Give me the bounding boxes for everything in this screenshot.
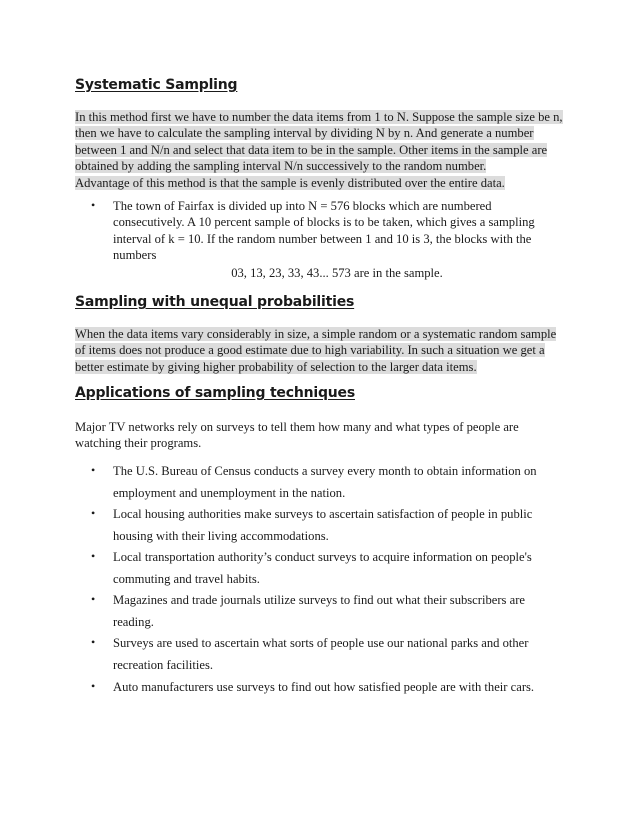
bullet-marker: • [91, 198, 96, 212]
bullet-marker: • [91, 679, 96, 693]
sample-result [0, 266, 638, 281]
heading-unequal-probabilities: Sampling with unequal probabilities [75, 294, 355, 310]
intro-line: Major TV networks rely on surveys to tell them how many and what types of people are [75, 420, 519, 434]
item-line: housing with their living accommodations. [113, 529, 329, 543]
description-line: then we have to calculate the sampling interval by dividing N by n. And generate a number [75, 126, 534, 141]
bullet-marker: • [91, 549, 96, 563]
example-line: interval of k = 10. If the random number between 1 and 10 is 3, the blocks with the [113, 231, 532, 246]
bullet-marker: • [91, 592, 96, 606]
systematic-sampling-description [75, 109, 565, 191]
item-line: recreation facilities. [113, 658, 213, 672]
application-item-text [113, 676, 558, 698]
application-item-text [113, 503, 558, 547]
example-line: numbers [113, 248, 157, 263]
bullet-marker: • [91, 463, 96, 477]
heading-applications: Applications of sampling techniques [75, 385, 355, 401]
item-line: employment and unemployment in the nation. [113, 486, 346, 500]
item-line: Surveys are used to ascertain what sorts of people use our national parks and other [113, 636, 529, 650]
example-line: consecutively. A 10 percent sample of blocks is to be taken, which gives a sampling [113, 215, 535, 230]
fairfax-example-text [113, 198, 558, 264]
description-line: better estimate by giving higher probability of selection to the larger data items. [75, 359, 477, 374]
application-item-text [113, 632, 558, 676]
heading-systematic-sampling: Systematic Sampling [75, 77, 238, 93]
description-line: obtained by adding the sampling interval N/n successively to the random number. [75, 159, 487, 174]
unequal-probabilities-description [75, 326, 565, 375]
description-line: When the data items vary considerably in size, a simple random or a systematic random sample [75, 327, 557, 341]
item-line: The U.S. Bureau of Census conducts a survey every month to obtain information on [113, 464, 537, 478]
item-line: Local transportation authority’s conduct surveys to acquire information on people's [113, 550, 532, 564]
description-line: of items does not produce a good estimate due to high variability. In such a situation we get a [75, 343, 545, 358]
item-line: Auto manufacturers use surveys to find out how satisfied people are with their cars. [113, 680, 535, 694]
application-item-text [113, 546, 558, 590]
sample-result-text: 03, 13, 23, 33, 43... 573 are in the sample. [231, 266, 443, 280]
item-line: reading. [113, 615, 154, 629]
item-line: Local housing authorities make surveys to ascertain satisfaction of people in public [113, 507, 533, 521]
item-line: commuting and travel habits. [113, 572, 260, 586]
bullet-marker: • [91, 635, 96, 649]
applications-intro [75, 419, 555, 452]
application-item-text [113, 589, 558, 633]
bullet-marker: • [91, 506, 96, 520]
application-item-text [113, 460, 558, 504]
intro-line: watching their programs. [75, 436, 202, 451]
description-line: between 1 and N/n and select that data item to be in the sample. Other items in the sample are [75, 142, 548, 157]
description-line: Advantage of this method is that the sample is evenly distributed over the entire data. [75, 175, 505, 190]
example-line: The town of Fairfax is divided up into N = 576 blocks which are numbered [113, 199, 492, 213]
item-line: Magazines and trade journals utilize surveys to find out what their subscribers are [113, 593, 525, 607]
description-line: In this method first we have to number the data items from 1 to N. Suppose the sample size be n, [75, 110, 563, 124]
